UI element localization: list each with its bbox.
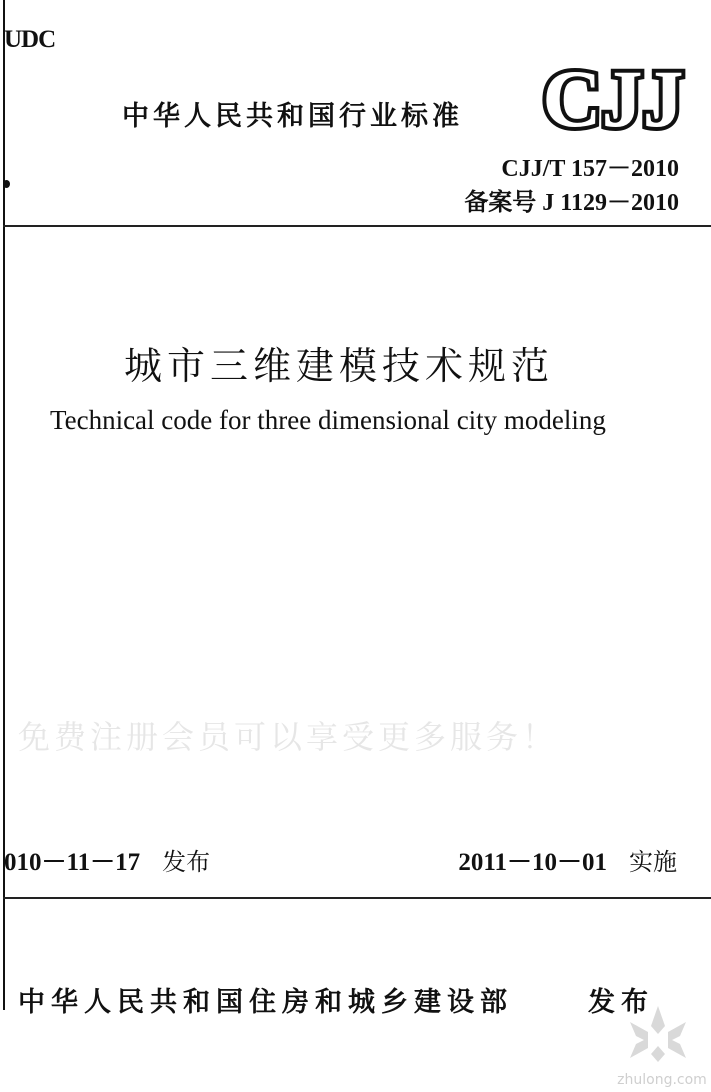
implement-date-block [458, 842, 677, 878]
cjj-logo-text: CJJ [542, 58, 684, 134]
watermark-text: 免费注册会员可以享受更多服务！ [18, 718, 559, 756]
udc-label: UDC [4, 26, 56, 53]
cjj-logo [538, 58, 688, 134]
bottom-divider [3, 897, 711, 899]
implement-label: 实施 [629, 848, 677, 876]
standard-number: CJJ/T 157－2010 [501, 156, 679, 182]
site-mark-text: zhulong.com [617, 1072, 707, 1088]
binding-dot [3, 180, 10, 188]
zhulong-watermark-logo [608, 1000, 708, 1088]
snowflake-icon [630, 1006, 686, 1062]
top-divider [3, 225, 711, 227]
industry-standard-heading: 中华人民共和国行业标准 [122, 101, 463, 132]
document-title-chinese: 城市三维建模技术规范 [124, 344, 555, 388]
issue-date-block [4, 842, 210, 878]
issue-date: 010－11－17 [4, 849, 141, 876]
publishing-ministry: 中华人民共和国住房和城乡建设部 [18, 987, 513, 1018]
implement-date: 2011－10－01 [458, 849, 607, 876]
record-number: 备案号 J 1129－2010 [464, 190, 679, 216]
document-title-english: Technical code for three dimensional city modeling [50, 405, 606, 435]
publish-label: 发布 [588, 987, 654, 1018]
issue-label: 发布 [162, 848, 211, 876]
